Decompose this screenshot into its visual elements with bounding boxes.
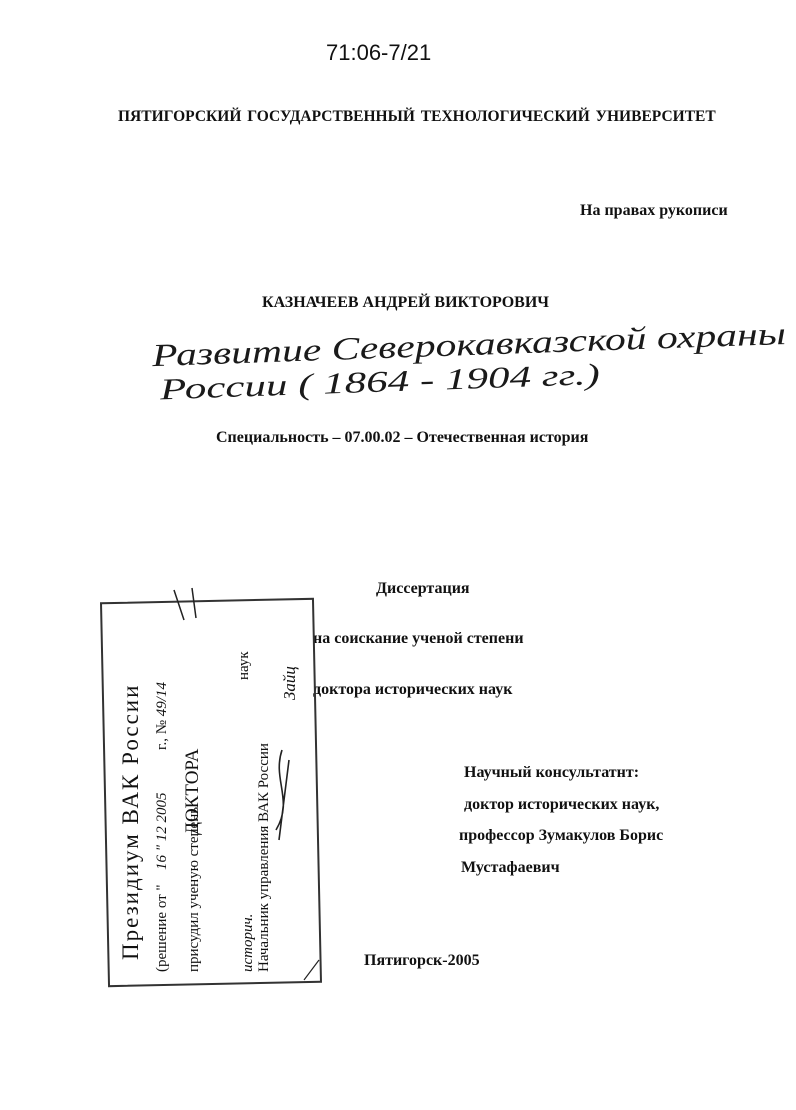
stamp-decision-number [154,682,171,750]
consultant-label: Научный консультатнт: [464,764,640,781]
specialty-line: Специальность – 07.00.02 – Отечественная история [216,429,589,446]
handwritten-title-line2: России ( 1864 - 1904 гг.) [159,362,468,407]
city-year: Пятигорск-2005 [364,952,480,969]
manuscript-rights-note: На правах рукописи [580,202,728,219]
stamp-degree: ДОКТОРА [182,748,203,835]
stamp-heading: Президиум ВАК России [118,683,143,960]
handwritten-title-line1: Развитие Северокавказской охраны [151,320,640,374]
dissertation-purpose: на соискание ученой степени [313,630,524,647]
stamp-awarded-text: присудил ученую степень [186,806,202,972]
stamp-field-suffix: наук [236,651,252,680]
consultant-name-line1: профессор Зумакулов Борис [459,827,664,844]
stamp-decision-date: 16 " 12 2005 [154,792,170,870]
stamp-chief-title: Начальник управления ВАК России [256,743,272,972]
stamp-decision-value: 49/14 [154,682,170,717]
stamp-decision-month: 12 2005 [154,792,170,842]
stamp-decision-prefix: (решение от " [154,884,170,972]
stamp-field-handwritten: историч. [240,913,256,972]
dissertation-degree: доктора исторических наук [313,681,513,698]
stamp-signature: Зайц [280,666,299,700]
university-name: ПЯТИГОРСКИЙ ГОСУДАРСТВЕННЫЙ ТЕХНОЛОГИЧЕСКИЙ УНИВЕРСИТЕТ [118,108,716,125]
catalog-number: 71:06-7/21 [326,40,432,65]
stamp-decision-day: 16 [154,855,170,870]
consultant-name-line2: Мустафаевич [461,859,560,876]
consultant-title: доктор исторических наук, [464,796,660,813]
author-name: КАЗНАЧЕЕВ АНДРЕЙ ВИКТОРОВИЧ [262,294,550,311]
vak-stamp [104,600,318,985]
handwritten-title [150,300,790,410]
dissertation-type: Диссертация [376,580,470,597]
stamp-decision-num-label: г., № [154,719,170,750]
